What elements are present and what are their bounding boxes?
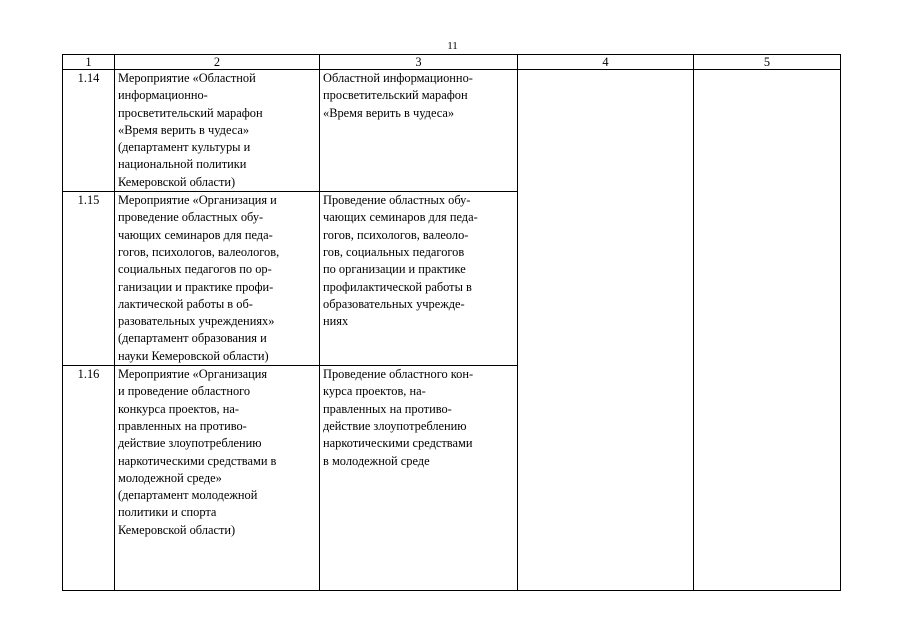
measure-description: Мероприятие «Организация и проведение областного конкурса проектов, на- правленных на противо- действие злоупотреблению наркотическими средствами в молодежной среде» (департамент молодежной политики и спорта Кемеровской области)	[115, 366, 320, 591]
row-number: 1.15	[63, 192, 115, 366]
table-row	[63, 70, 841, 192]
page-number: 11	[447, 40, 458, 52]
column-header-5: 5	[694, 55, 841, 70]
measures-table	[62, 54, 841, 591]
column-header-2: 2	[115, 55, 320, 70]
column-header-1: 1	[63, 55, 115, 70]
column-header-3: 3	[320, 55, 518, 70]
column-4-cell	[518, 70, 694, 591]
column-5-cell	[694, 70, 841, 591]
column-header-4: 4	[518, 55, 694, 70]
row-number: 1.14	[63, 70, 115, 192]
measure-content: Областной информационно- просветительский марафон «Время верить в чудеса»	[320, 70, 518, 192]
measure-content: Проведение областных обу- чающих семинаров для педа- гогов, психологов, валеоло- гов, социальных педагогов по организации и практике профилактической работы в образовательных учрежде- ниях	[320, 192, 518, 366]
row-number: 1.16	[63, 366, 115, 591]
measure-content: Проведение областного кон- курса проектов, на- правленных на противо- действие злоупотреблению наркотическими средствами в молодежной среде	[320, 366, 518, 591]
measure-description: Мероприятие «Организация и проведение областных обу- чающих семинаров для педа- гогов, психологов, валеологов, социальных педагогов по ор- ганизации и практике профи- лактической работы в об- разовательных учреждениях» (департамент образования и науки Кемеровской области)	[115, 192, 320, 366]
table-header-row	[63, 55, 841, 70]
measure-description: Мероприятие «Областной информационно- просветительский марафон «Время верить в чудеса» (департамент культуры и национальной политики Кемеровской области)	[115, 70, 320, 192]
